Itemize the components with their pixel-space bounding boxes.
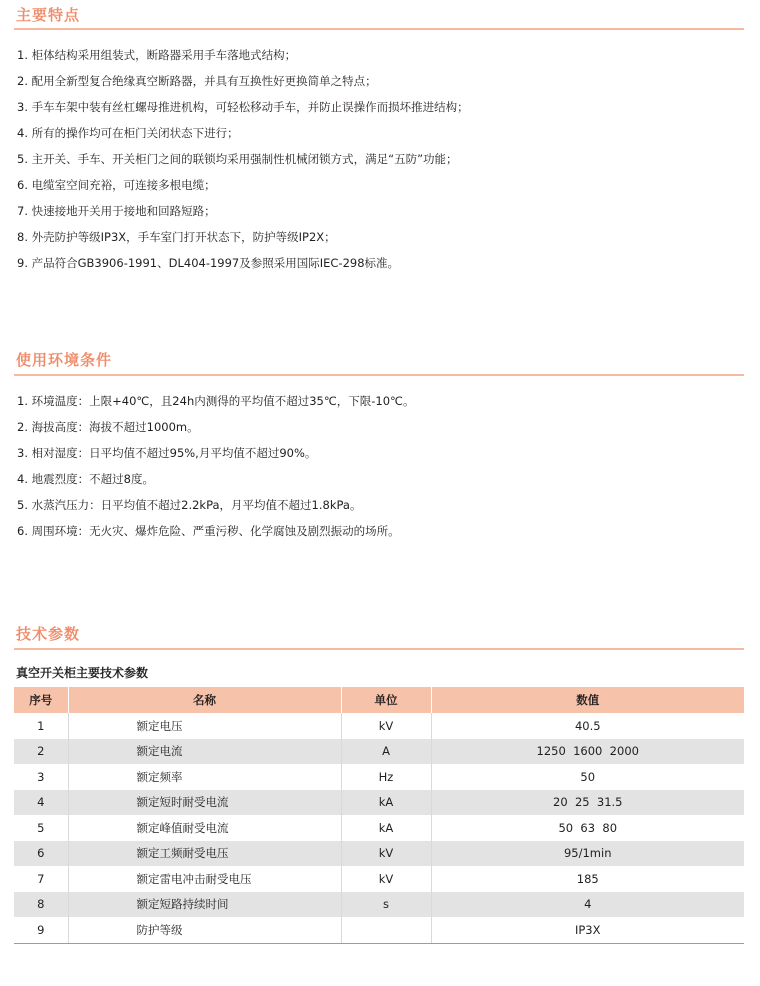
table-row (14, 917, 744, 943)
cell-value: 40.5 (431, 713, 744, 739)
cell-name: 额定频率 (68, 764, 341, 790)
table-caption: 真空开关柜主要技术参数 (16, 666, 149, 680)
table-row (14, 739, 744, 765)
feature-item: 5. 主开关、手车、开关柜门之间的联锁均采用强制性机械闭锁方式，满足“五防”功能； (17, 152, 458, 166)
cell-index: 8 (14, 892, 68, 918)
cell-unit: A (341, 739, 431, 765)
cell-index: 9 (14, 917, 68, 943)
cell-unit: kA (341, 815, 431, 841)
cell-name: 额定工频耐受电压 (68, 841, 341, 867)
table-row (14, 841, 744, 867)
environment-item: 2. 海拔高度：海拔不超过1000m。 (17, 420, 199, 434)
environment-item: 5. 水蒸汽压力：日平均值不超过2.2kPa，月平均值不超过1.8kPa。 (17, 498, 362, 512)
cell-value: 4 (431, 892, 744, 918)
cell-name: 额定电压 (68, 713, 341, 739)
feature-item: 9. 产品符合GB3906-1991、DL404-1997及参照采用国际IEC-298标准。 (17, 256, 400, 270)
cell-index: 3 (14, 764, 68, 790)
cell-unit: s (341, 892, 431, 918)
feature-item: 7. 快速接地开关用于接地和回路短路； (17, 204, 216, 218)
cell-index: 6 (14, 841, 68, 867)
environment-title: 使用环境条件 (16, 351, 113, 369)
feature-item: 2. 配用全新型复合绝缘真空断路器，并具有互换性好更换简单之特点； (17, 74, 377, 88)
cell-unit: kA (341, 790, 431, 816)
table-row (14, 815, 744, 841)
table-row (14, 866, 744, 892)
feature-item: 6. 电缆室空间充裕，可连接多根电缆； (17, 178, 216, 192)
cell-unit (341, 917, 431, 943)
cell-name: 额定雷电冲击耐受电压 (68, 866, 341, 892)
cell-value: 20 25 31.5 (431, 790, 744, 816)
header-name: 名称 (68, 687, 341, 713)
cell-name: 额定短时耐受电流 (68, 790, 341, 816)
features-divider (14, 28, 744, 30)
cell-name: 额定电流 (68, 739, 341, 765)
cell-value: IP3X (431, 917, 744, 943)
cell-index: 7 (14, 866, 68, 892)
cell-index: 2 (14, 739, 68, 765)
cell-value: 1250 1600 2000 (431, 739, 744, 765)
table-row (14, 713, 744, 739)
environment-item: 6. 周围环境：无火灾、爆炸危险、严重污秽、化学腐蚀及剧烈振动的场所。 (17, 524, 400, 538)
technical-parameters-table (14, 687, 744, 944)
table-row (14, 892, 744, 918)
feature-item: 3. 手车车架中装有丝杠螺母推进机构，可轻松移动手车，并防止误操作而损坏推进结构； (17, 100, 469, 114)
table-row (14, 764, 744, 790)
technical-divider (14, 648, 744, 650)
environment-item: 4. 地震烈度：不超过8度。 (17, 472, 154, 486)
cell-value: 185 (431, 866, 744, 892)
environment-item: 1. 环境温度：上限+40℃，且24h内测得的平均值不超过35℃，下限-10℃。 (17, 394, 415, 408)
feature-item: 4. 所有的操作均可在柜门关闭状态下进行； (17, 126, 239, 140)
header-value: 数值 (431, 687, 744, 713)
technical-title: 技术参数 (16, 625, 81, 643)
feature-item: 8. 外壳防护等级IP3X，手车室门打开状态下，防护等级IP2X； (17, 230, 336, 244)
header-index: 序号 (14, 687, 68, 713)
cell-value: 50 63 80 (431, 815, 744, 841)
cell-value: 50 (431, 764, 744, 790)
cell-index: 4 (14, 790, 68, 816)
cell-value: 95/1min (431, 841, 744, 867)
header-unit: 单位 (341, 687, 431, 713)
cell-name: 额定峰值耐受电流 (68, 815, 341, 841)
cell-unit: kV (341, 866, 431, 892)
environment-item: 3. 相对湿度：日平均值不超过95%,月平均值不超过90%。 (17, 446, 317, 460)
features-list (17, 42, 469, 276)
features-title: 主要特点 (16, 6, 81, 24)
environment-list (17, 388, 414, 544)
table-row (14, 790, 744, 816)
cell-name: 额定短路持续时间 (68, 892, 341, 918)
cell-name: 防护等级 (68, 917, 341, 943)
cell-unit: Hz (341, 764, 431, 790)
cell-index: 5 (14, 815, 68, 841)
feature-item: 1. 柜体结构采用组装式，断路器采用手车落地式结构； (17, 48, 297, 62)
cell-unit: kV (341, 841, 431, 867)
cell-index: 1 (14, 713, 68, 739)
cell-unit: kV (341, 713, 431, 739)
table-header-row (14, 687, 744, 713)
environment-divider (14, 374, 744, 376)
